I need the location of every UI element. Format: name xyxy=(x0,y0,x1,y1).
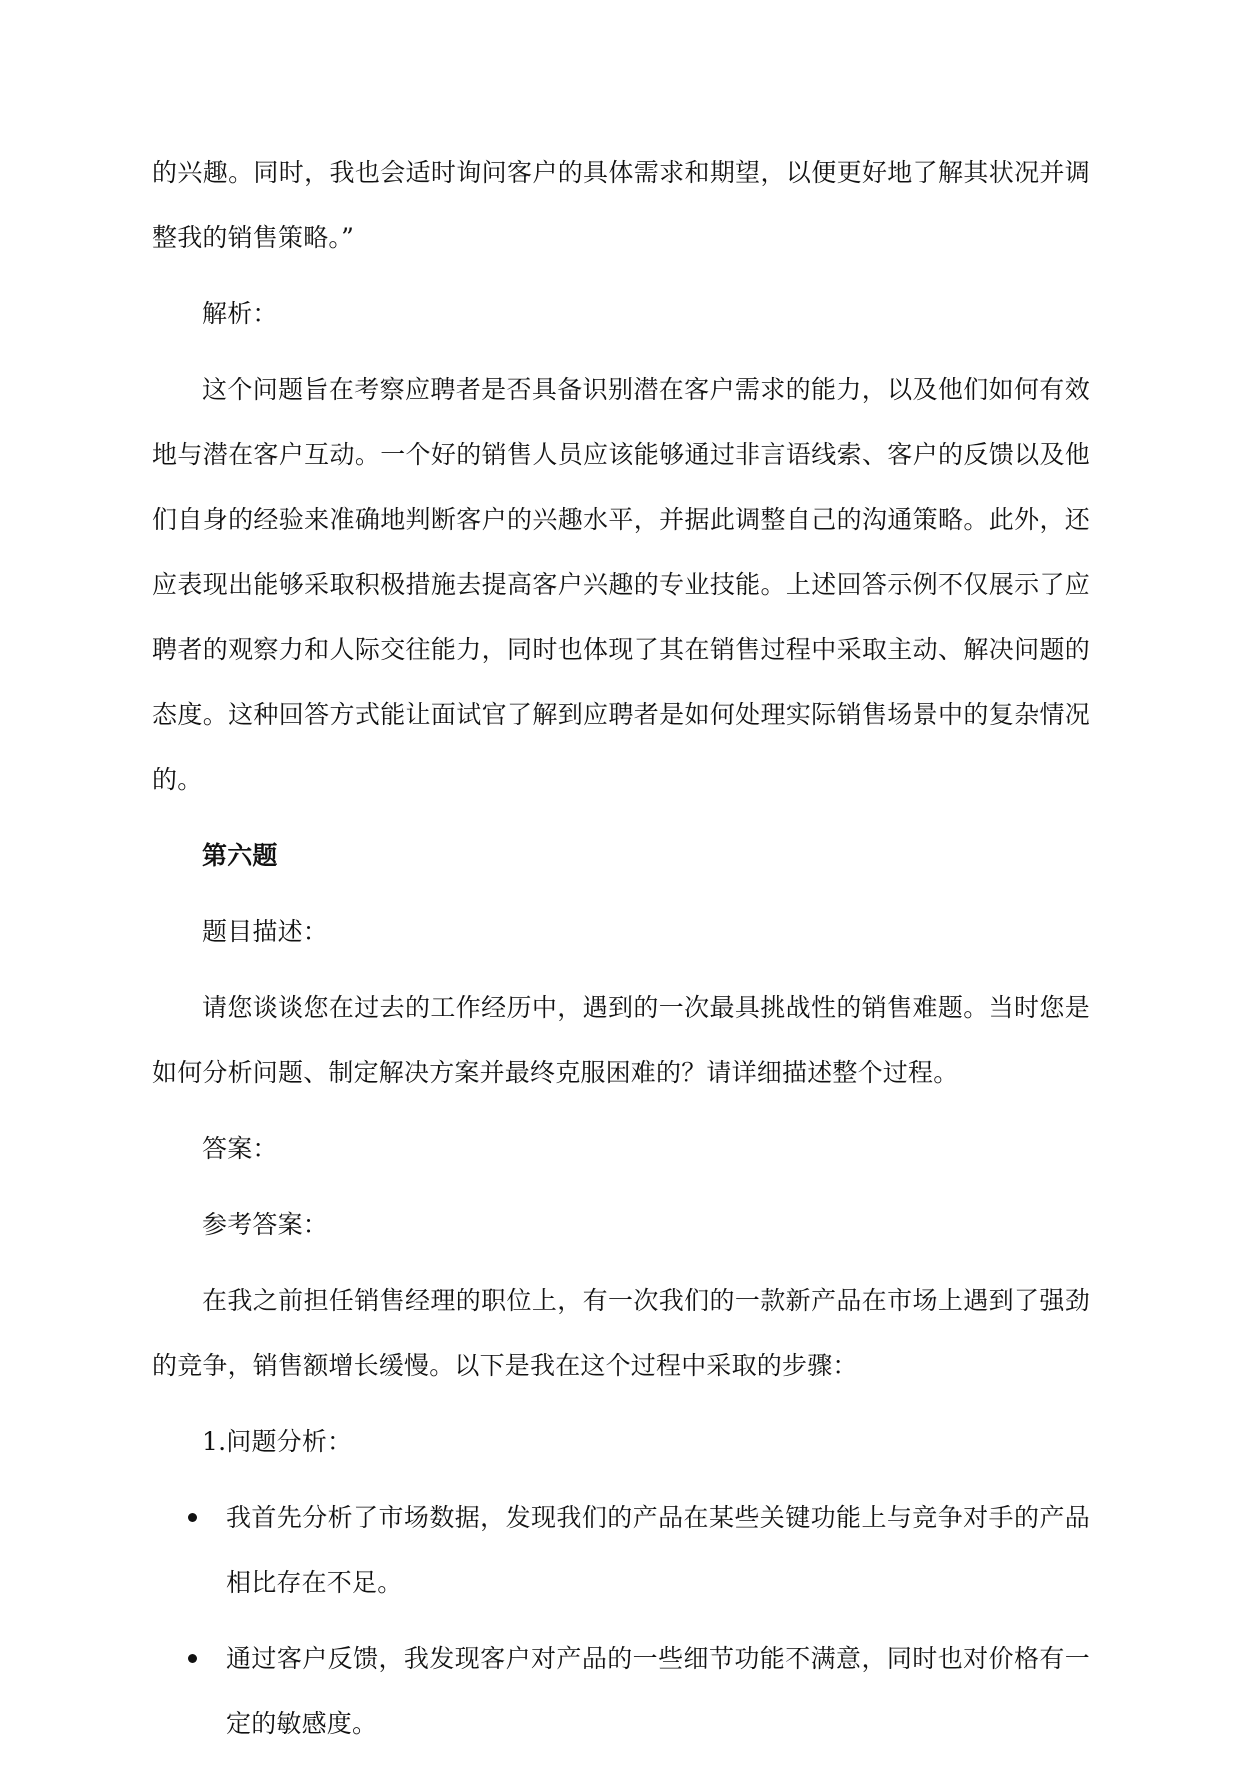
document-body xyxy=(152,140,1090,1767)
bullet-text: 我首先分析了市场数据，发现我们的产品在某些关键功能上与竞争对手的产品相比存在不足。 xyxy=(226,1503,1090,1597)
bullet-icon xyxy=(188,1654,197,1663)
analysis-paragraph: 这个问题旨在考察应聘者是否具备识别潜在客户需求的能力，以及他们如何有效地与潜在客户互动。一个好的销售人员应该能够通过非言语线索、客户的反馈以及他们自身的经验来准确地判断客户的兴趣水平，并据此调整自己的沟通策略。此外，还应表现出能够采取积极措施去提高客户兴趣的专业技能。上述回答示例不仅展示了应聘者的观察力和人际交往能力，同时也体现了其在销售过程中采取主动、解决问题的态度。这种回答方式能让面试官了解到应聘者是如何处理实际销售场景中的复杂情况的。 xyxy=(152,375,1090,794)
paragraph-continuation: 的兴趣。同时，我也会适时询问客户的具体需求和期望，以便更好地了解其状况并调整我的销售策略。” xyxy=(152,158,1090,252)
section-heading: 第六题 xyxy=(202,841,278,870)
analysis-label: 解析： xyxy=(202,299,278,328)
question-text: 请您谈谈您在过去的工作经历中，遇到的一次最具挑战性的销售难题。当时您是如何分析问题、制定解决方案并最终克服困难的？请详细描述整个过程。 xyxy=(152,993,1090,1087)
reference-answer-label: 参考答案： xyxy=(202,1210,329,1239)
question-label: 题目描述： xyxy=(202,917,329,946)
answer-intro-paragraph: 在我之前担任销售经理的职位上，有一次我们的一款新产品在市场上遇到了强劲的竞争，销售额增长缓慢。以下是我在这个过程中采取的步骤： xyxy=(152,1286,1090,1380)
bullet-icon xyxy=(188,1513,197,1522)
list-item xyxy=(152,1485,1090,1615)
list-item xyxy=(152,1626,1090,1756)
step-1-title: 1.问题分析： xyxy=(202,1427,353,1456)
answer-label: 答案： xyxy=(202,1134,278,1163)
bullet-text: 通过客户反馈，我发现客户对产品的一些细节功能不满意，同时也对价格有一定的敏感度。 xyxy=(226,1644,1090,1738)
bullet-list xyxy=(152,1485,1090,1756)
